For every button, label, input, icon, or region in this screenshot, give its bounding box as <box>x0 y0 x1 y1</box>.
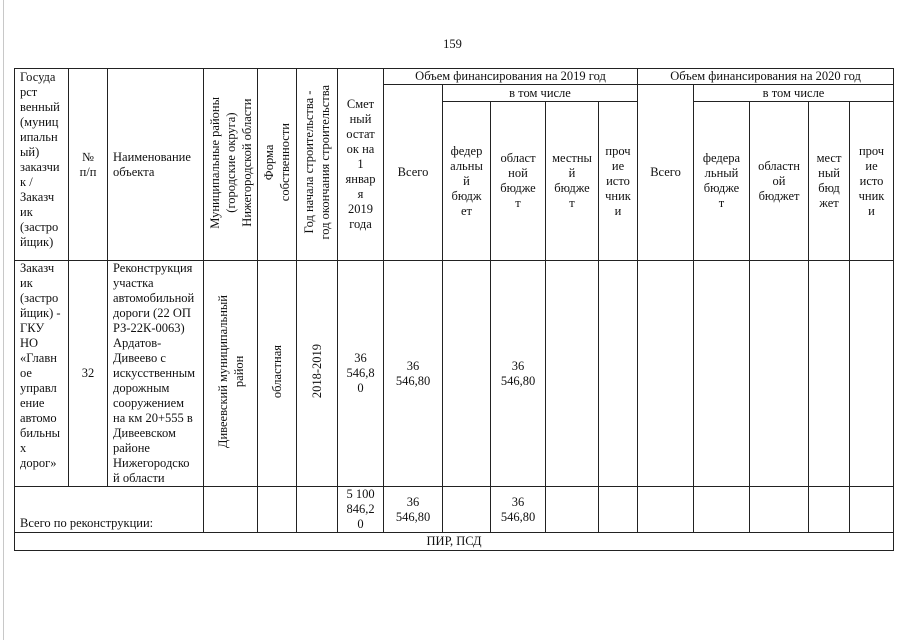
financing-table <box>14 68 894 551</box>
header-2019-local: местны й бюдже т <box>546 102 599 261</box>
total-2019-local <box>546 487 599 533</box>
row-2020-regional <box>750 261 809 487</box>
row-ownership-form <box>258 261 297 487</box>
header-2020-regional: областн ой бюджет <box>750 102 809 261</box>
header-funding-2020-title: Объем финансирования на 2020 год <box>638 69 894 85</box>
row-municipal-district-text: Дивеевский муниципальный район <box>215 294 246 449</box>
total-row <box>15 487 894 533</box>
row-object-name: Реконструкция участка автомобильной дороги (22 ОП РЗ-22К-0063) Ардатов- Дивеево с искусственным дорожным сооружением на км 20+555 в Дивеевском районе Нижегородско й области <box>108 261 204 487</box>
row-2019-local <box>546 261 599 487</box>
total-2020-local <box>809 487 850 533</box>
row-2019-regional: 36 546,80 <box>491 261 546 487</box>
row-construction-years <box>297 261 338 487</box>
header-customer: Госуда рст венный (муниц ипальн ый) заказчи к / Заказч ик (застро йщик) <box>15 69 69 261</box>
section-row <box>15 533 894 551</box>
header-funding-2019-title: Объем финансирования на 2019 год <box>384 69 638 85</box>
header-row-1 <box>15 69 894 85</box>
header-municipal-districts-text: Муниципальные районы (городские округа) Нижегородской области <box>208 96 254 229</box>
header-2020-federal: федера льный бюдже т <box>694 102 750 261</box>
row-construction-years-text: 2018-2019 <box>310 344 324 399</box>
header-2020-total: Всего <box>638 85 694 261</box>
total-2020-other <box>850 487 894 533</box>
header-number: № п/п <box>69 69 108 261</box>
total-2020-total <box>638 487 694 533</box>
header-2020-other: проч ие исто чник и <box>850 102 894 261</box>
total-municipal-district <box>204 487 258 533</box>
header-2020-local: мест ный бюд жет <box>809 102 850 261</box>
header-estimated-balance: Смет ный остат ок на 1 январ я 2019 года <box>338 69 384 261</box>
row-2020-federal <box>694 261 750 487</box>
header-construction-years-text: Год начала строительства - год окончания строительства <box>302 85 332 240</box>
total-2020-regional <box>750 487 809 533</box>
header-2019-total: Всего <box>384 85 443 261</box>
row-2019-federal <box>443 261 491 487</box>
row-customer: Заказч ик (застро йщик) - ГКУ НО «Главн ое управл ение автомо бильны х дорог» <box>15 261 69 487</box>
total-label: Всего по реконструкции: <box>15 487 204 533</box>
header-ownership-form-text: Форма собственности <box>262 123 292 202</box>
header-construction-years <box>297 69 338 261</box>
table-row <box>15 261 894 487</box>
total-2019-total: 36 546,80 <box>384 487 443 533</box>
header-object-name: Наименование объекта <box>108 69 204 261</box>
total-construction-years <box>297 487 338 533</box>
total-2019-other <box>599 487 638 533</box>
row-2020-local <box>809 261 850 487</box>
header-2019-federal: федер альны й бюдж ет <box>443 102 491 261</box>
total-2019-federal <box>443 487 491 533</box>
row-2019-total: 36 546,80 <box>384 261 443 487</box>
header-municipal-districts <box>204 69 258 261</box>
row-2019-other <box>599 261 638 487</box>
row-2020-total <box>638 261 694 487</box>
total-2020-federal <box>694 487 750 533</box>
header-2019-including: в том числе <box>443 85 638 102</box>
row-number: 32 <box>69 261 108 487</box>
header-ownership-form <box>258 69 297 261</box>
header-2020-including: в том числе <box>694 85 894 102</box>
total-estimated-balance: 5 100 846,2 0 <box>338 487 384 533</box>
row-ownership-form-text: областная <box>270 344 284 399</box>
row-2020-other <box>850 261 894 487</box>
section-label: ПИР, ПСД <box>15 533 894 551</box>
header-2019-other: проч ие исто чник и <box>599 102 638 261</box>
row-municipal-district <box>204 261 258 487</box>
total-ownership-form <box>258 487 297 533</box>
scan-edge-line <box>3 0 4 640</box>
page-number: 159 <box>443 37 462 51</box>
row-estimated-balance: 36 546,8 0 <box>338 261 384 487</box>
total-2019-regional: 36 546,80 <box>491 487 546 533</box>
header-2019-regional: област ной бюдже т <box>491 102 546 261</box>
